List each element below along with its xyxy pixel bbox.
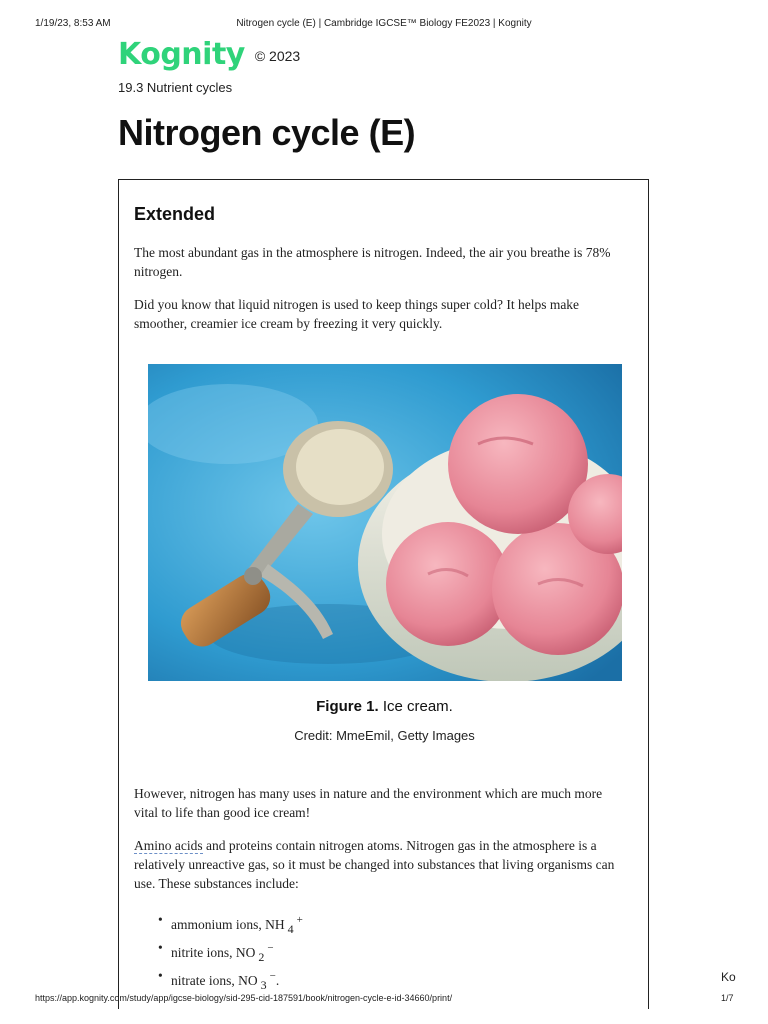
list-item: • nitrite ions, NO $_2$−: [171, 938, 303, 966]
footer-url: https://app.kognity.com/study/app/igcse-biology/sid-295-cid-187591/book/nitrogen-cycle-e-id-34660/print/: [35, 993, 453, 1003]
print-document-title: Nitrogen cycle (E) | Cambridge IGCSE™ Biology FE2023 | Kognity: [236, 18, 532, 29]
list-item: • nitrate ions, NO $_3$−.: [171, 966, 303, 994]
list-item: • ammonium ions, NH $_4$+: [171, 910, 303, 938]
kognity-logo[interactable]: Kognity: [118, 36, 245, 72]
paragraph-4-text: and proteins contain nitrogen atoms. Nitrogen gas in the atmosphere is a relatively unreactive gas, so it must be changed into substances that living organisms can use. These substances include:: [134, 838, 615, 891]
print-date: 1/19/23, 8:53 AM: [35, 18, 111, 29]
figure-label: Figure 1.: [316, 698, 379, 715]
breadcrumb[interactable]: 19.3 Nutrient cycles: [118, 80, 233, 95]
paragraph-2: Did you know that liquid nitrogen is used to keep things super cold? It helps make smoother, creamier ice cream by freezing it very quickly.: [134, 297, 580, 331]
print-header: [0, 18, 768, 32]
figure-caption: [119, 698, 649, 715]
brand-row: [118, 34, 300, 74]
figure-credit: Credit: MmeEmil, Getty Images: [294, 728, 475, 743]
glossary-term-amino-acids[interactable]: Amino acids: [134, 838, 203, 853]
side-cut-text: Ko: [721, 970, 736, 984]
figure-caption-text: Ice cream.: [378, 698, 453, 715]
paragraph-3: However, nitrogen has many uses in nature and the environment which are much more vital to life than good ice cream!: [134, 786, 603, 820]
copyright-text: © 2023: [254, 48, 301, 64]
paragraph-4: [134, 836, 629, 893]
content-box: [118, 179, 649, 1009]
paragraph-1: The most abundant gas in the atmosphere is nitrogen. Indeed, the air you breathe is 78% nitrogen.: [134, 245, 611, 279]
ion-list: [171, 910, 303, 994]
ice-cream-figure-image: [148, 364, 622, 681]
section-heading: Extended: [134, 204, 216, 224]
ice-cream-illustration: [148, 364, 622, 681]
footer-page-number: 1/7: [721, 993, 734, 1003]
page-title: Nitrogen cycle (E): [118, 112, 416, 153]
